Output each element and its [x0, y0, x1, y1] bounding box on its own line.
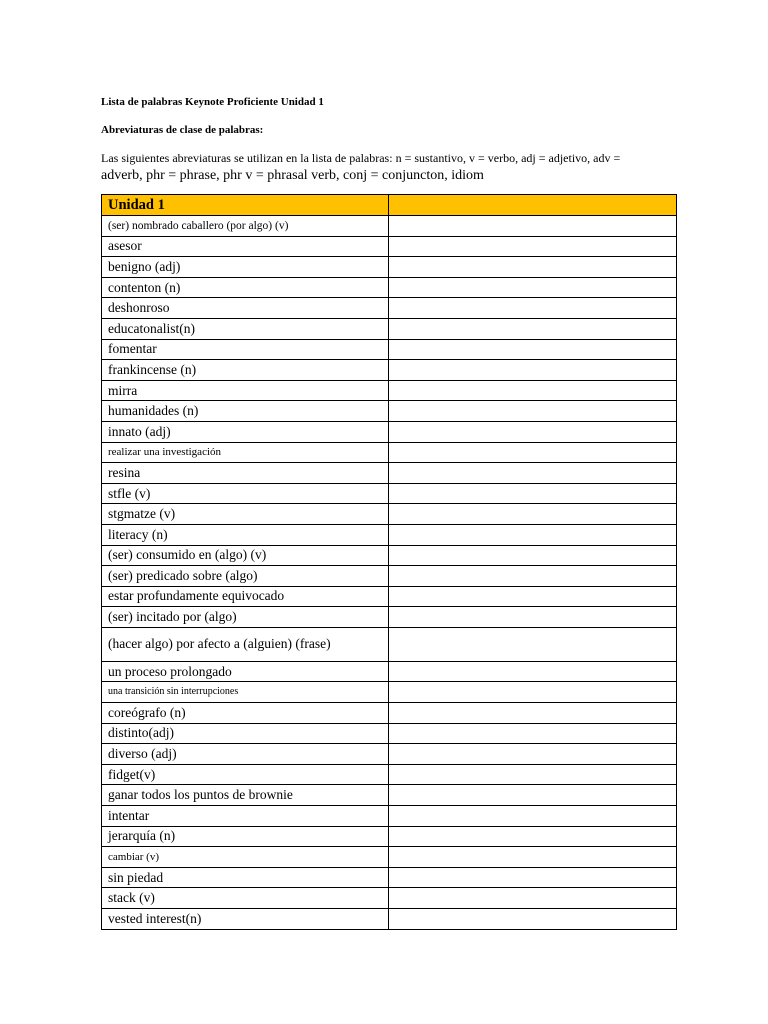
- table-row: [102, 524, 677, 545]
- note-cell: [389, 318, 677, 339]
- table-row: [102, 682, 677, 703]
- intro-text-line-2: adverb, phr = phrase, phr v = phrasal verb, conj = conjuncton, idiom: [101, 168, 484, 183]
- note-cell: [389, 483, 677, 504]
- word-cell: asesor: [102, 236, 389, 257]
- table-row: [102, 847, 677, 868]
- word-cell: coreógrafo (n): [102, 703, 389, 724]
- note-cell: [389, 661, 677, 682]
- word-cell: cambiar (v): [102, 847, 389, 868]
- table-row: [102, 826, 677, 847]
- table-row: [102, 442, 677, 463]
- word-cell: una transición sin interrupciones: [102, 682, 389, 703]
- note-cell: [389, 703, 677, 724]
- note-cell: [389, 909, 677, 930]
- table-row: [102, 607, 677, 628]
- table-row: [102, 888, 677, 909]
- table-header-row: [102, 195, 677, 216]
- word-cell: jerarquía (n): [102, 826, 389, 847]
- note-cell: [389, 627, 677, 661]
- word-cell: ganar todos los puntos de brownie: [102, 785, 389, 806]
- note-cell: [389, 607, 677, 628]
- word-cell: stfle (v): [102, 483, 389, 504]
- table-row: [102, 298, 677, 319]
- table-row: [102, 318, 677, 339]
- table-row: [102, 586, 677, 607]
- word-cell: intentar: [102, 806, 389, 827]
- table-row: [102, 277, 677, 298]
- word-cell: stack (v): [102, 888, 389, 909]
- word-cell: frankincense (n): [102, 360, 389, 381]
- note-cell: [389, 298, 677, 319]
- word-cell: distinto(adj): [102, 723, 389, 744]
- note-cell: [389, 723, 677, 744]
- word-cell: fomentar: [102, 339, 389, 360]
- table-row: [102, 483, 677, 504]
- word-cell: educatonalist(n): [102, 318, 389, 339]
- word-cell: literacy (n): [102, 524, 389, 545]
- note-cell: [389, 442, 677, 463]
- note-cell: [389, 847, 677, 868]
- note-cell: [389, 545, 677, 566]
- word-cell: fidget(v): [102, 764, 389, 785]
- note-cell: [389, 806, 677, 827]
- table-row: [102, 504, 677, 525]
- word-cell: (ser) incitado por (algo): [102, 607, 389, 628]
- note-cell: [389, 257, 677, 278]
- word-cell: diverso (adj): [102, 744, 389, 765]
- unit-header-blank: [389, 195, 677, 216]
- note-cell: [389, 524, 677, 545]
- note-cell: [389, 586, 677, 607]
- note-cell: [389, 826, 677, 847]
- word-cell: (hacer algo) por afecto a (alguien) (frase): [102, 627, 389, 661]
- table-row: [102, 566, 677, 587]
- note-cell: [389, 421, 677, 442]
- word-cell: estar profundamente equivocado: [102, 586, 389, 607]
- table-row: [102, 401, 677, 422]
- table-row: [102, 236, 677, 257]
- table-row: [102, 806, 677, 827]
- note-cell: [389, 867, 677, 888]
- note-cell: [389, 764, 677, 785]
- table-row: [102, 360, 677, 381]
- table-row: [102, 723, 677, 744]
- table-row: [102, 463, 677, 484]
- word-cell: (ser) consumido en (algo) (v): [102, 545, 389, 566]
- word-cell: deshonroso: [102, 298, 389, 319]
- word-cell: innato (adj): [102, 421, 389, 442]
- intro-text-line-1: Las siguientes abreviaturas se utilizan en la lista de palabras: n = sustantivo, v = verbo, adj = adjetivo, adv =: [101, 151, 621, 165]
- word-cell: (ser) predicado sobre (algo): [102, 566, 389, 587]
- table-row: [102, 867, 677, 888]
- word-cell: vested interest(n): [102, 909, 389, 930]
- note-cell: [389, 785, 677, 806]
- word-cell: humanidades (n): [102, 401, 389, 422]
- note-cell: [389, 504, 677, 525]
- word-cell: sin piedad: [102, 867, 389, 888]
- table-row: [102, 703, 677, 724]
- table-row: [102, 627, 677, 661]
- table-row: [102, 339, 677, 360]
- note-cell: [389, 216, 677, 237]
- word-cell: mirra: [102, 380, 389, 401]
- note-cell: [389, 744, 677, 765]
- word-cell: benigno (adj): [102, 257, 389, 278]
- note-cell: [389, 682, 677, 703]
- note-cell: [389, 401, 677, 422]
- unit-header: Unidad 1: [102, 195, 389, 216]
- note-cell: [389, 339, 677, 360]
- table-row: [102, 764, 677, 785]
- note-cell: [389, 360, 677, 381]
- table-row: [102, 661, 677, 682]
- note-cell: [389, 380, 677, 401]
- note-cell: [389, 566, 677, 587]
- table-row: [102, 257, 677, 278]
- table-row: [102, 785, 677, 806]
- table-row: [102, 216, 677, 237]
- note-cell: [389, 888, 677, 909]
- table-row: [102, 909, 677, 930]
- note-cell: [389, 277, 677, 298]
- word-cell: resina: [102, 463, 389, 484]
- table-row: [102, 744, 677, 765]
- word-cell: contenton (n): [102, 277, 389, 298]
- word-cell: realizar una investigación: [102, 442, 389, 463]
- note-cell: [389, 236, 677, 257]
- table-row: [102, 380, 677, 401]
- table-row: [102, 545, 677, 566]
- word-cell: stgmatze (v): [102, 504, 389, 525]
- word-cell: (ser) nombrado caballero (por algo) (v): [102, 216, 389, 237]
- abbreviations-heading: Abreviaturas de clase de palabras:: [101, 124, 264, 136]
- document-title: Lista de palabras Keynote Proficiente Unidad 1: [101, 96, 324, 108]
- table-row: [102, 421, 677, 442]
- note-cell: [389, 463, 677, 484]
- word-list-table: [101, 194, 677, 930]
- word-cell: un proceso prolongado: [102, 661, 389, 682]
